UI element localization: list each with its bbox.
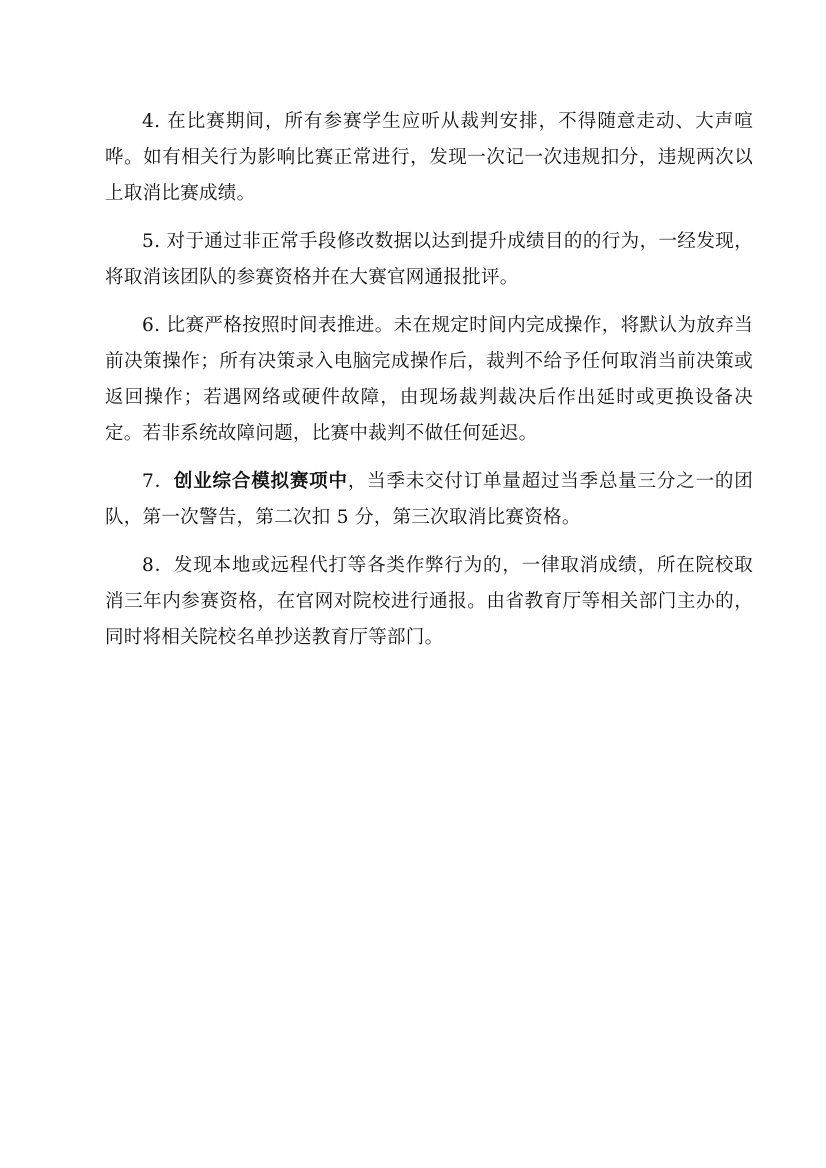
rule-paragraph-4: 4. 在比赛期间，所有参赛学生应听从裁判安排，不得随意走动、大声喧哗。如有相关行为影响比赛正常进行，发现一次记一次违规扣分，违规两次以上取消比赛成绩。 — [105, 111, 753, 204]
rule-paragraph-5: 5. 对于通过非正常手段修改数据以达到提升成绩目的的行为，一经发现，将取消该团队的参赛资格并在大赛官网通报批评。 — [105, 231, 753, 288]
rule-7-number: 7． — [142, 471, 174, 492]
rule-paragraph-6: 6. 比赛严格按照时间表推进。未在规定时间内完成操作，将默认为放弃当前决策操作；所有决策录入电脑完成操作后，裁判不给予任何取消当前决策或返回操作；若遇网络或硬件故障，由现场裁判裁决后作出延时或更换设备决定。若非系统故障问题，比赛中裁判不做任何延迟。 — [105, 315, 753, 444]
document-body — [105, 104, 753, 668]
rule-paragraph-7 — [105, 464, 753, 536]
rule-7-text: ，当季未交付订单量超过当季总量三分之一的团队，第一次警告，第二次扣 5 分，第三次取消比赛资格。 — [105, 471, 754, 528]
rule-7-bold-label: 创业综合模拟赛项中 — [173, 471, 348, 492]
rule-paragraph-8: 8．发现本地或远程代打等各类作弊行为的，一律取消成绩，所在院校取消三年内参赛资格，在官网对院校进行通报。由省教育厅等相关部门主办的，同时将相关院校名单抄送教育厅等部门。 — [105, 555, 753, 648]
